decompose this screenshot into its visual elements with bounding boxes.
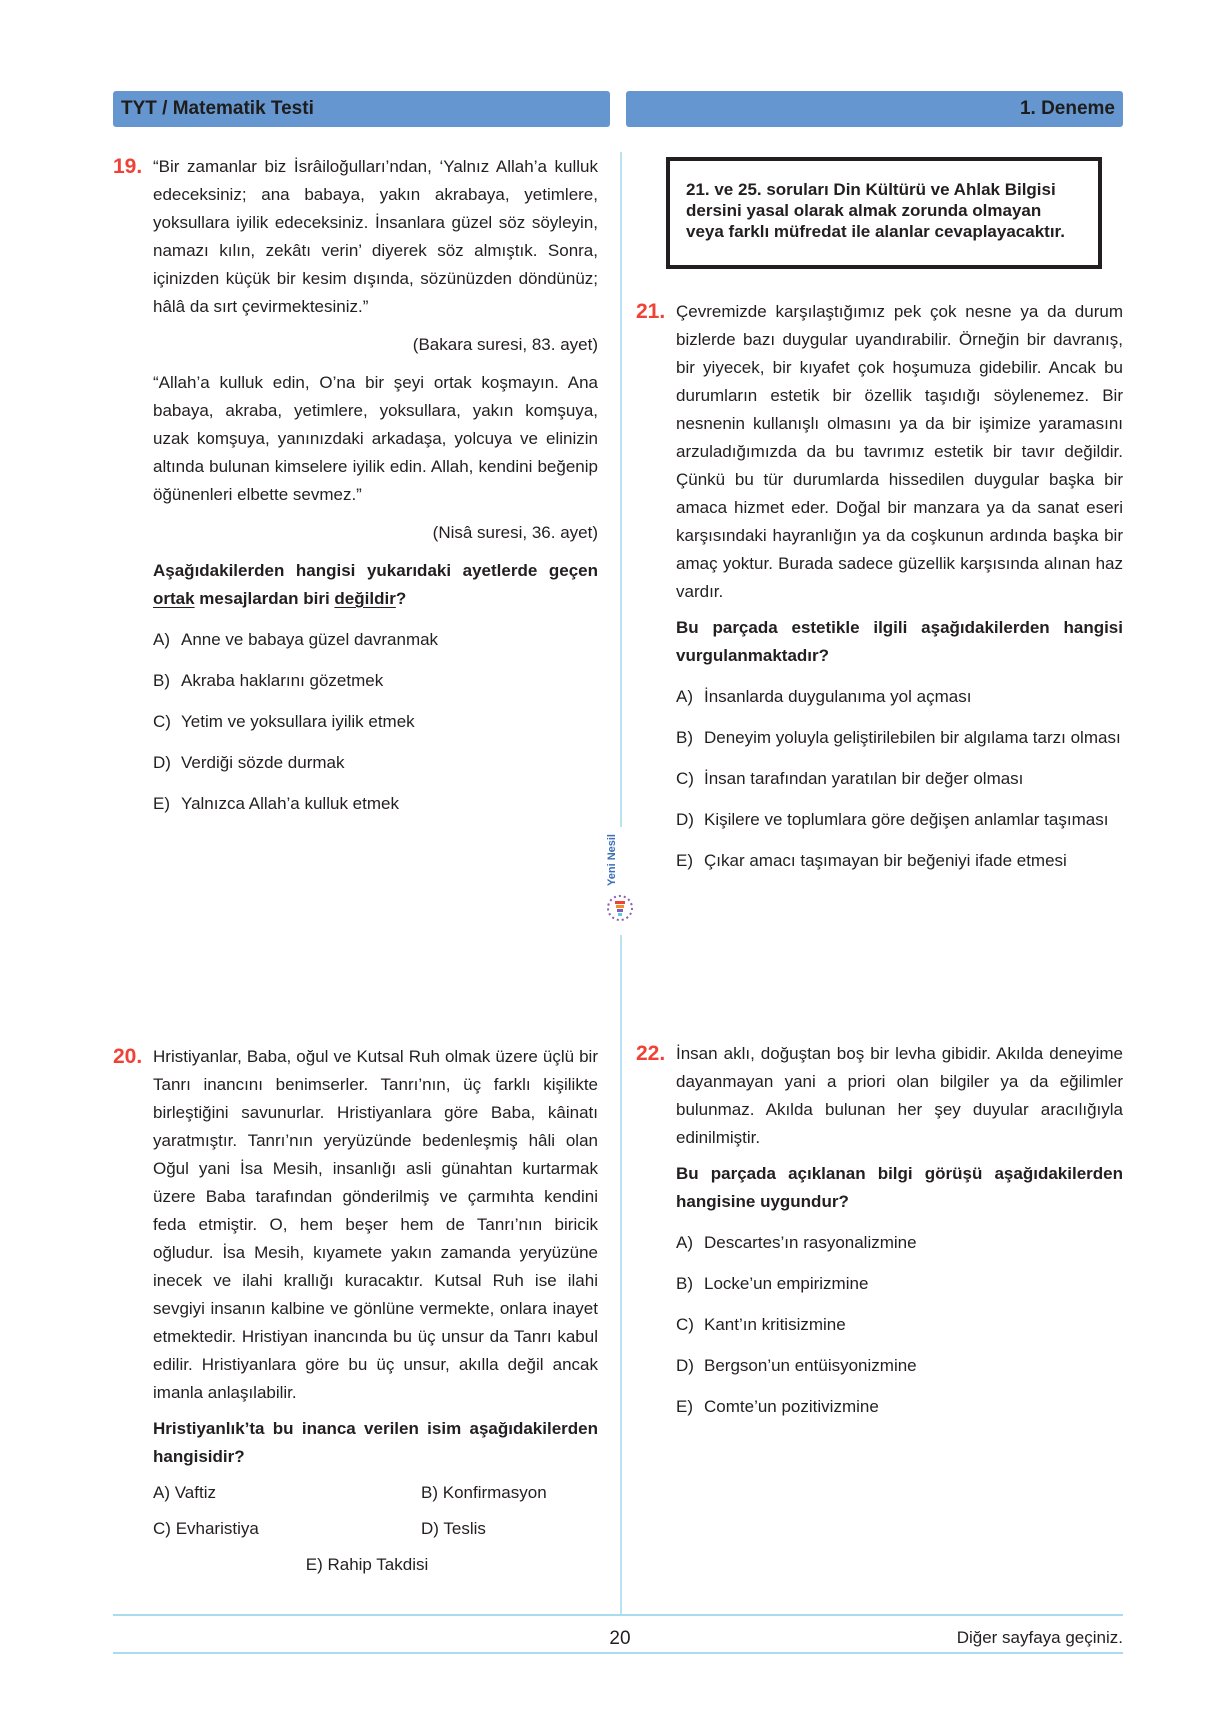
publisher-name: Yeni Nesil: [606, 834, 618, 886]
question-stem: Hristiyanlık’ta bu inanca verilen isim aşağıdakilerden hangisidir?: [153, 1419, 598, 1466]
option-b[interactable]: B) Locke’un empirizmine: [676, 1274, 869, 1293]
column-divider-bottom: [620, 935, 622, 1615]
column-divider-top: [620, 152, 622, 827]
option-a[interactable]: A) Vaftiz: [153, 1483, 216, 1502]
options-grid: [153, 1479, 598, 1579]
option-c[interactable]: C) Evharistiya: [153, 1519, 259, 1538]
question-stem: Aşağıdakilerden hangisi yukarıdaki ayetlerde geçen ortak mesajlardan biri değildir?: [153, 561, 598, 608]
option-e[interactable]: E) Rahip Takdisi: [305, 1555, 429, 1574]
footer-top-rule: [113, 1614, 1123, 1616]
question-number: 22.: [636, 1042, 666, 1065]
option-e[interactable]: E) Comte’un pozitivizmine: [676, 1397, 879, 1416]
question-passage: Çevremizde karşılaştığımız pek çok nesne ya da durum bizlerde bazı duygular uyandırabilir. Örneğin bir davranış, bir yiyecek, bir kıyafet çok hoşumuza gidebilir. Ancak bu durumların estetik bir özellik taşıdığı söylenemez. Bir nesnenin kullanışlı olmasını ya da bir işimize yaramasını arzuladığımızda da bu tavrımız estetik bir tavır değildir. Çünkü bu tür durumlarda hissedilen duygular başka bir amaca hizmet eder. Doğal bir manzara ya da sanat eseri karşısındaki hayranlığın ya da coşkunun ardında başka bir amaç yoktur. Burada sadece güzellik karşısında alınan haz vardır.: [676, 302, 1123, 601]
verse-quote-1: “Bir zamanlar biz İsrâiloğulları’ndan, ‘Yalnız Allah’a kulluk edeceksiniz; ana babaya, yakın akrabaya, yetimlere, yoksullara iyilik edeceksiniz. İnsanlara güzel söz söyleyin, namazı kılın, zekâtı verin’ diyerek söz almıştık. Sonra, içinizden küçük bir kesim dışında, sözünüzden döndünüz; hâlâ da sırt çevirmektesiniz.”: [153, 157, 598, 316]
option-b[interactable]: B) Akraba haklarını gözetmek: [153, 671, 384, 690]
footer-bottom-rule: [113, 1652, 1123, 1654]
question-21: [636, 298, 1123, 875]
option-a[interactable]: A) Anne ve babaya güzel davranmak: [153, 630, 439, 649]
option-c[interactable]: C) Kant’ın kritisizmine: [676, 1315, 846, 1334]
question-stem: Bu parçada açıklanan bilgi görüşü aşağıdakilerden hangisine uygundur?: [676, 1164, 1123, 1211]
option-c[interactable]: C) Yetim ve yoksullara iyilik etmek: [153, 712, 415, 731]
option-d[interactable]: D) Bergson’un entüisyonizmine: [676, 1356, 917, 1375]
verse-source-2: (Nisâ suresi, 36. ayet): [432, 523, 598, 542]
header-right-title: 1. Deneme: [626, 91, 1123, 127]
option-d[interactable]: D) Kişilere ve toplumlara göre değişen anlamlar taşıması: [676, 810, 1109, 829]
publisher-logo: [600, 830, 640, 930]
question-20: [113, 1043, 598, 1579]
option-b[interactable]: B) Konfirmasyon: [421, 1483, 547, 1502]
publisher-emblem-icon: [606, 894, 634, 922]
option-e[interactable]: E) Yalnızca Allah’a kulluk etmek: [153, 794, 399, 813]
option-a[interactable]: A) Descartes’ın rasyonalizmine: [676, 1233, 917, 1252]
question-19: [113, 153, 598, 818]
option-d[interactable]: D) Verdiği sözde durmak: [153, 753, 345, 772]
header-left-title: TYT / Matematik Testi: [113, 91, 610, 127]
question-passage: İnsan aklı, doğuştan boş bir levha gibidir. Akılda deneyime dayanmayan yani a priori olan bilgiler ya da eğilimler bulunmaz. Akılda bulunan her şey duyular aracılığıyla edinilmiştir.: [676, 1044, 1123, 1147]
option-e[interactable]: E) Çıkar amacı taşımayan bir beğeniyi ifade etmesi: [676, 851, 1067, 870]
question-passage: Hristiyanlar, Baba, oğul ve Kutsal Ruh olmak üzere üçlü bir Tanrı inancını benimserler. Tanrı’nın, üç farklı kişilikte birleştiğini savunurlar. Hristiyanlara göre Baba, kâinatı yaratmıştır. Tanrı’nın yeryüzünde bedenleşmiş hâli olan Oğul yani İsa Mesih, insanlığı asli günahtan kurtarmak üzere Baba tarafından gönderilmiş ve çarmıhta kendini feda etmiştir. O, hem beşer hem de Tanrı’nın biricik oğludur. İsa Mesih, kıyamete yakın zamanda yeryüzüne inecek ve ilahi krallığı kuracaktır. Kutsal Ruh ise ilahi sevgiyi insanın kalbine ve gönlüne vermekte, onlara inayet etmektedir. Hristiyan inancında bu üç unsur da Tanrı kabul edilir. Hristiyanlara göre bu üç unsur, akılla değil ancak imanla anlaşılabilir.: [153, 1047, 598, 1402]
option-b[interactable]: B) Deneyim yoluyla geliştirilebilen bir algılama tarzı olması: [676, 728, 1121, 747]
question-number: 20.: [113, 1045, 143, 1068]
option-c[interactable]: C) İnsan tarafından yaratılan bir değer olması: [676, 769, 1024, 788]
page-number: 20: [609, 1628, 631, 1649]
verse-quote-2: “Allah’a kulluk edin, O’na bir şeyi ortak koşmayın. Ana babaya, akraba, yetimlere, yoksullara, yakın komşuya, uzak komşuya, yanınızdaki arkadaşa, yolcuya ve elinizin altında bulunan kimselere iyilik edin. Allah, kendini beğenip öğünenleri elbette sevmez.”: [153, 373, 598, 504]
question-stem: Bu parçada estetikle ilgili aşağıdakilerden hangisi vurgulanmaktadır?: [676, 618, 1123, 665]
question-22: [636, 1040, 1123, 1421]
next-page-note: Diğer sayfaya geçiniz.: [956, 1628, 1123, 1647]
question-number: 21.: [636, 300, 666, 323]
notice-box: 21. ve 25. soruları Din Kültürü ve Ahlak Bilgisi dersini yasal olarak almak zorunda olmayan veya farklı müfredat ile alanlar cevaplayacaktır.: [666, 157, 1102, 269]
option-d[interactable]: D) Teslis: [421, 1519, 486, 1538]
question-number: 19.: [113, 155, 143, 178]
verse-source-1: (Bakara suresi, 83. ayet): [412, 335, 598, 354]
option-a[interactable]: A) İnsanlarda duygulanıma yol açması: [676, 687, 972, 706]
